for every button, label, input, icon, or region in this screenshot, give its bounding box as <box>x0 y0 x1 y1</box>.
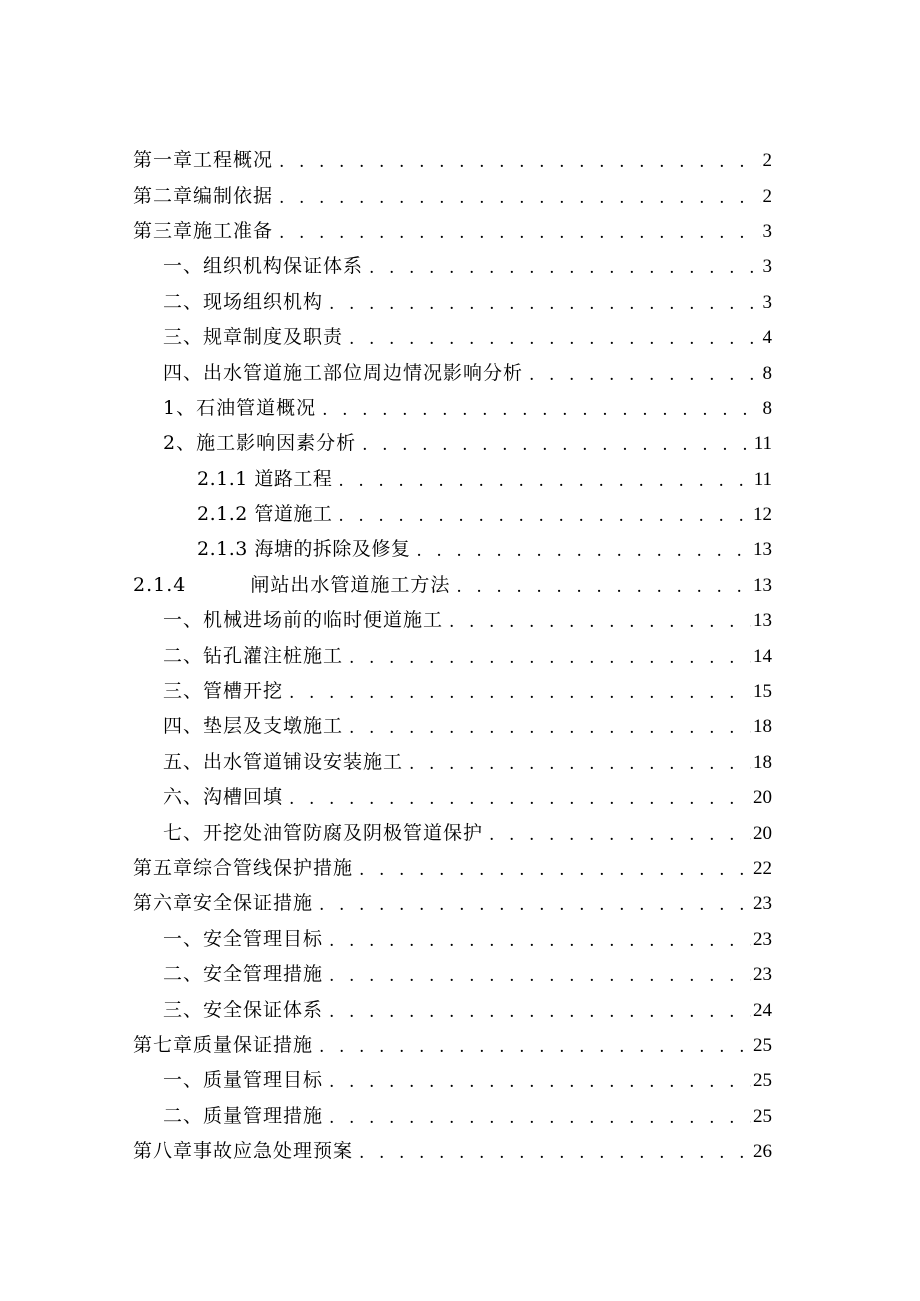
toc-dot-leader <box>322 402 768 419</box>
toc-entry-title: 五、出水管道铺设安装施工 <box>163 750 404 773</box>
toc-page-number: 20 <box>753 787 772 809</box>
toc-dot-leader <box>489 827 768 844</box>
toc-entry-title: 第三章施工准备 <box>133 219 274 242</box>
toc-page-number: 13 <box>753 610 772 632</box>
toc-page-number: 8 <box>762 362 772 384</box>
toc-dot-leader <box>369 260 768 277</box>
toc-entry[interactable] <box>0 851 920 886</box>
toc-dot-leader <box>456 579 768 596</box>
toc-dot-leader <box>289 791 768 808</box>
toc-page-number: 14 <box>753 645 772 667</box>
toc-page-number: 11 <box>753 468 772 490</box>
toc-entry[interactable] <box>0 780 920 815</box>
toc-entry-title: 三、规章制度及职责 <box>163 326 344 349</box>
table-of-contents <box>0 143 920 1169</box>
toc-entry-title: 二、质量管理措施 <box>163 1104 324 1127</box>
toc-dot-leader <box>319 1039 768 1056</box>
toc-entry[interactable] <box>0 1099 920 1134</box>
toc-page-number: 13 <box>753 574 772 596</box>
toc-entry-title: 2.1.2 管道施工 <box>197 503 333 526</box>
toc-page-number: 11 <box>753 433 772 455</box>
toc-entry[interactable] <box>0 391 920 426</box>
toc-entry-title: 第八章事故应急处理预案 <box>133 1140 354 1163</box>
toc-page-number: 23 <box>753 893 772 915</box>
toc-entry-title: 第六章安全保证措施 <box>133 892 314 915</box>
toc-entry[interactable] <box>0 178 920 213</box>
toc-dot-leader <box>279 225 768 242</box>
toc-entry[interactable] <box>0 603 920 638</box>
toc-page-number: 13 <box>753 539 772 561</box>
toc-dot-leader <box>329 968 768 985</box>
toc-entry-text: 闸站出水管道施工方法 <box>250 573 451 596</box>
toc-entry-title: 二、钻孔灌注桩施工 <box>163 644 344 667</box>
toc-entry[interactable] <box>0 638 920 673</box>
toc-entry-title: 2.1.3 海塘的拆除及修复 <box>197 538 411 561</box>
toc-page-number: 23 <box>753 964 772 986</box>
toc-entry[interactable] <box>0 355 920 390</box>
toc-dot-leader <box>416 543 768 560</box>
toc-entry[interactable] <box>0 320 920 355</box>
toc-entry-title <box>133 573 451 596</box>
toc-entry-title: 第二章编制依据 <box>133 184 274 207</box>
toc-page-number: 2 <box>762 185 772 207</box>
toc-entry[interactable] <box>0 992 920 1027</box>
toc-dot-leader <box>329 1004 768 1021</box>
toc-entry[interactable] <box>0 249 920 284</box>
toc-page-number: 25 <box>753 1105 772 1127</box>
toc-entry[interactable] <box>0 886 920 921</box>
toc-dot-leader <box>349 650 768 667</box>
toc-entry-title: 七、开挖处油管防腐及阴极管道保护 <box>163 821 484 844</box>
toc-dot-leader <box>349 331 768 348</box>
toc-entry-title: 一、机械进场前的临时便道施工 <box>163 609 444 632</box>
toc-entry[interactable] <box>0 532 920 567</box>
toc-entry[interactable] <box>0 745 920 780</box>
toc-entry[interactable] <box>0 143 920 178</box>
toc-dot-leader <box>529 367 768 384</box>
toc-entry-title: 六、沟槽回填 <box>163 786 284 809</box>
toc-dot-leader <box>449 614 768 631</box>
toc-dot-leader <box>349 720 768 737</box>
toc-entry-title: 四、出水管道施工部位周边情况影响分析 <box>163 361 524 384</box>
toc-entry-title: 第五章综合管线保护措施 <box>133 857 354 879</box>
toc-page-number: 8 <box>762 397 772 419</box>
toc-entry[interactable] <box>0 568 920 603</box>
toc-dot-leader <box>329 1074 768 1091</box>
toc-entry[interactable] <box>0 426 920 461</box>
toc-dot-leader <box>359 862 768 879</box>
toc-entry[interactable] <box>0 815 920 850</box>
toc-dot-leader <box>279 154 768 171</box>
toc-entry-title: 二、安全管理措施 <box>163 963 324 986</box>
toc-page-number: 12 <box>753 504 772 526</box>
toc-entry-title: 一、组织机构保证体系 <box>163 255 364 278</box>
toc-entry-title: 二、现场组织机构 <box>163 290 324 313</box>
toc-entry-title: 第一章工程概况 <box>133 149 274 172</box>
toc-page-number: 4 <box>762 327 772 349</box>
toc-entry[interactable] <box>0 214 920 249</box>
toc-page-number: 15 <box>753 681 772 703</box>
toc-entry[interactable] <box>0 957 920 992</box>
toc-dot-leader <box>319 897 768 914</box>
toc-entry[interactable] <box>0 1028 920 1063</box>
toc-dot-leader <box>338 508 768 525</box>
toc-page-number: 3 <box>762 220 772 242</box>
toc-dot-leader <box>362 437 768 454</box>
toc-entry-title: 四、垫层及支墩施工 <box>163 715 344 738</box>
toc-page-number: 2 <box>762 150 772 172</box>
toc-dot-leader <box>338 473 768 490</box>
toc-entry[interactable] <box>0 1063 920 1098</box>
toc-page-number: 3 <box>762 256 772 278</box>
toc-dot-leader <box>359 1145 768 1162</box>
toc-entry[interactable] <box>0 922 920 957</box>
toc-entry-title: 一、质量管理目标 <box>163 1069 324 1092</box>
toc-dot-leader <box>409 756 768 773</box>
toc-page-number: 3 <box>762 291 772 313</box>
toc-page-number: 23 <box>753 928 772 950</box>
toc-entry[interactable] <box>0 462 920 497</box>
toc-dot-leader <box>289 685 768 702</box>
toc-page-number: 26 <box>753 1141 772 1163</box>
toc-page-number: 18 <box>753 716 772 738</box>
toc-page-number: 25 <box>753 1034 772 1056</box>
toc-page-number: 24 <box>753 999 772 1021</box>
toc-dot-leader <box>279 190 768 207</box>
toc-dot-leader <box>329 933 768 950</box>
toc-entry[interactable] <box>0 497 920 532</box>
toc-dot-leader <box>329 296 768 313</box>
toc-entry[interactable] <box>0 1134 920 1169</box>
toc-page-number: 22 <box>753 858 772 879</box>
toc-entry-title: 2.1.1 道路工程 <box>197 467 333 490</box>
toc-page-number: 18 <box>753 751 772 773</box>
toc-entry-title: 三、安全保证体系 <box>163 998 324 1021</box>
toc-entry-title: 三、管槽开挖 <box>163 680 284 703</box>
toc-dot-leader <box>329 1110 768 1127</box>
toc-entry-title: 1、石油管道概况 <box>163 396 317 419</box>
toc-entry-title: 第七章质量保证措施 <box>133 1033 314 1056</box>
toc-page-number: 20 <box>753 822 772 844</box>
toc-page-number: 25 <box>753 1070 772 1092</box>
toc-entry[interactable] <box>0 285 920 320</box>
toc-entry[interactable] <box>0 709 920 744</box>
toc-entry-title: 2、施工影响因素分析 <box>163 432 357 455</box>
toc-entry-title: 一、安全管理目标 <box>163 927 324 950</box>
toc-entry-number: 2.1.4 <box>133 573 187 596</box>
toc-entry[interactable] <box>0 674 920 709</box>
